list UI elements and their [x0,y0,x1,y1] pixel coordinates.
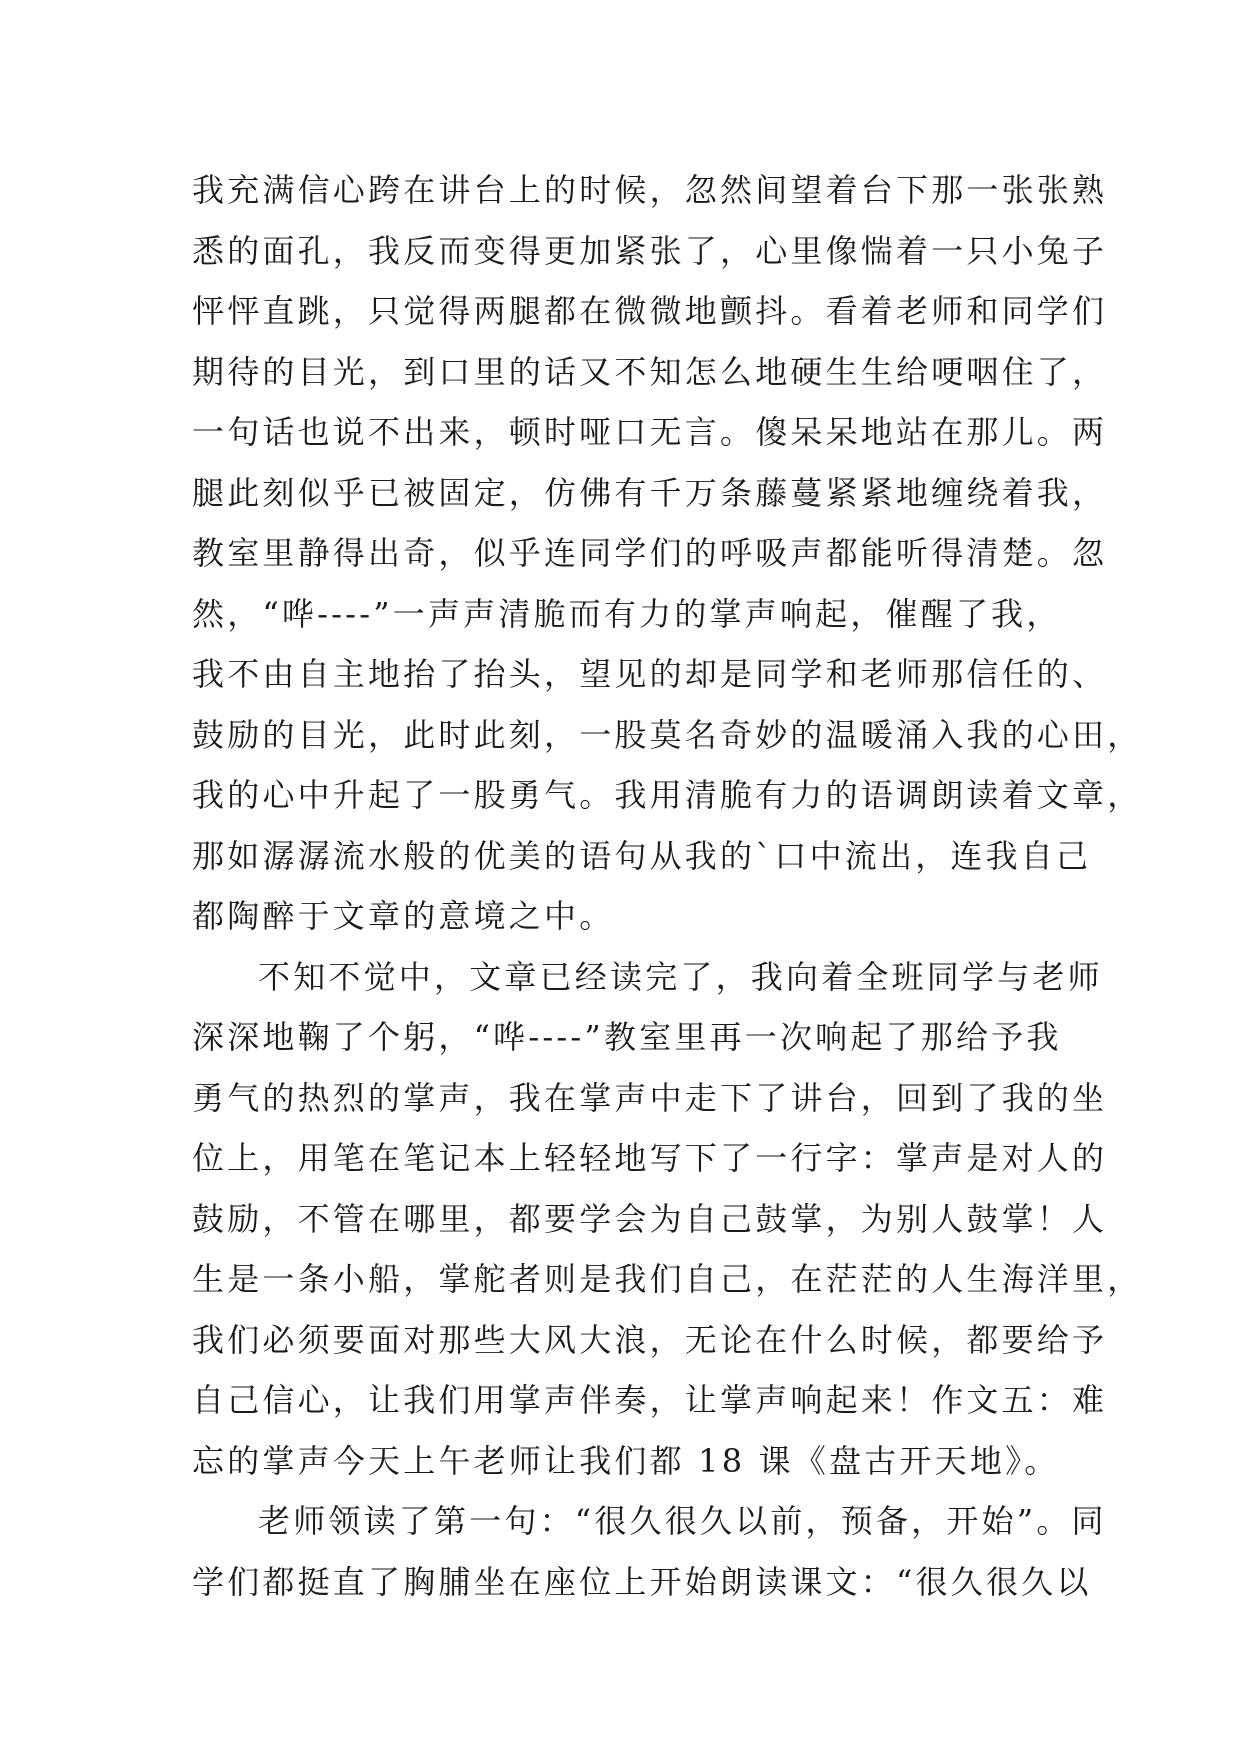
text-line: 生是一条小船，掌舵者则是我们自己，在茫茫的人生海洋里， [192,1260,1143,1298]
text-line: 自己信心，让我们用掌声伴奏，让掌声响起来！作文五：难 [192,1381,1108,1419]
text-line: 教室里静得出奇，似乎连同学们的呼吸声都能听得清楚。忽 [192,534,1108,572]
text-line: 然，“哗----”一声声清脆而有力的掌声响起，催醒了我， [192,594,1062,633]
paragraph-first-line: 不知不觉中，文章已经读完了，我向着全班同学与老师 [258,957,1103,996]
document-body [192,160,1143,1612]
text-line: 悉的面孔，我反而变得更加紧张了，心里像惴着一只小兔子 [192,231,1108,270]
text-line: 位上，用笔在笔记本上轻轻地写下了一行字：掌声是对人的 [192,1139,1108,1177]
text-line: 我不由自主地抬了抬头，望见的却是同学和老师那信任的、 [192,655,1108,693]
text-line: 忘的掌声今天上午老师让我们都 18 课《盘古开天地》。 [192,1441,1060,1480]
text-line: 学们都挺直了胸脯坐在座位上开始朗读课文：“很久很久以 [192,1562,1092,1601]
text-line: 怦怦直跳，只觉得两腿都在微微地颤抖。看着老师和同学们 [192,292,1108,330]
text-line: 鼓励的目光，此时此刻，一股莫名奇妙的温暖涌入我的心田， [192,715,1143,754]
text-line: 期待的目光，到口里的话又不知怎么地硬生生给哽咽住了， [192,352,1108,391]
text-line: 都陶醉于文章的意境之中。 [192,897,615,935]
text-line: 我的心中升起了一股勇气。我用清脆有力的语调朗读着文章， [192,776,1143,814]
text-line: 鼓励，不管在哪里，都要学会为自己鼓掌，为别人鼓掌！人 [192,1199,1108,1238]
text-line: 勇气的热烈的掌声，我在掌声中走下了讲台，回到了我的坐 [192,1078,1108,1117]
text-line: 我们必须要面对那些大风大浪，无论在什么时候，都要给予 [192,1320,1108,1359]
text-line: 深深地鞠了个躬，“哗----”教室里再一次响起了那给予我 [192,1018,1062,1056]
paragraph-first-line: 老师领读了第一句：“很久很久以前，预备，开始”。同 [258,1502,1107,1540]
text-line: 那如潺潺流水般的优美的语句从我的`口中流出，连我自己 [192,836,1092,875]
text-line: 我充满信心跨在讲台上的时候，忽然间望着台下那一张张熟 [192,171,1108,209]
text-line: 一句话也说不出来，顿时哑口无言。傻呆呆地站在那儿。两 [192,413,1108,451]
text-line: 腿此刻似乎已被固定，仿佛有千万条藤蔓紧紧地缠绕着我， [192,473,1108,512]
